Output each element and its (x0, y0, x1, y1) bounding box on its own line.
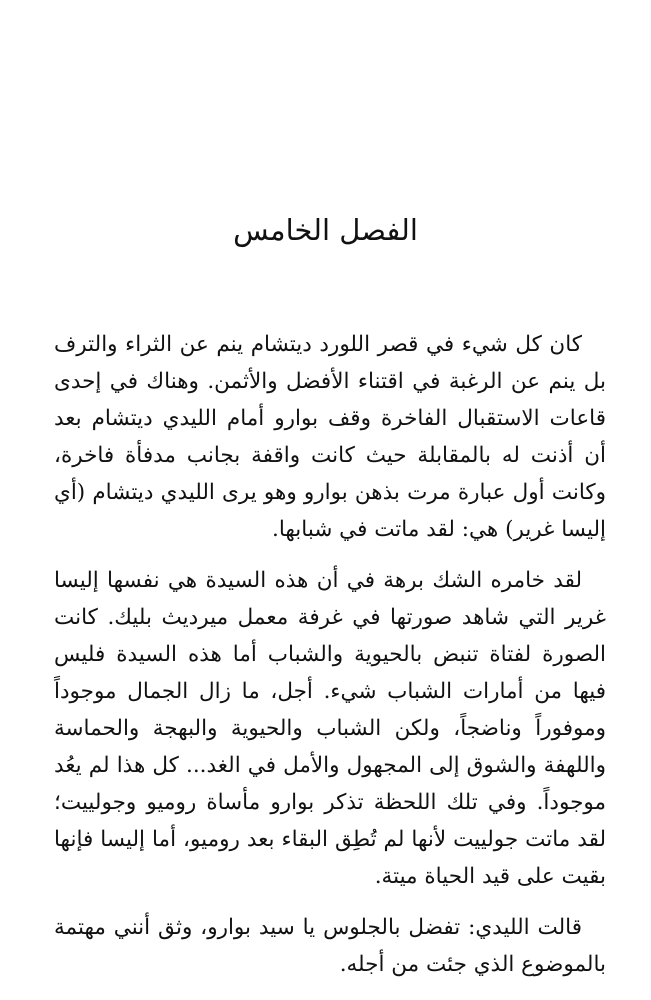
chapter-title: الفصل الخامس (233, 213, 418, 247)
paragraph-1: كان كل شيء في قصر اللورد ديتشام ينم عن الثراء والترف بل ينم عن الرغبة في اقتناء الأفضل والأثمن. وهناك في إحدى قاعات الاستقبال الفاخرة وقف بوارو أمام الليدي ديتشام بعد أن أذنت له بالمقابلة حيث كانت واقفة بجانب مدفأة فاخرة، وكانت أول عبارة مرت بذهن بوارو وهو يرى الليدي ديتشام (أي إليسا غرير) هي: لقد ماتت في شبابها. (54, 332, 606, 542)
chapter-body (54, 326, 606, 997)
paragraph-2: لقد خامره الشك برهة في أن هذه السيدة هي نفسها إليسا غرير التي شاهد صورتها في غرفة معمل ميرديث بليك. كانت الصورة لفتاة تنبض بالحيوية والشباب أما هذه السيدة فليس فيها من أمارات الشباب شيء. أجل، ما زال الجمال موجوداً وموفوراً وناضجاً، ولكن الشباب والحيوية والبهجة والحماسة واللهفة والشوق إلى المجهول والأمل في الغد... كل هذا لم يعُد موجوداً. وفي تلك اللحظة تذكر بوارو مأساة روميو وجولييت؛ لقد ماتت جولييت لأنها لم تُطِق البقاء بعد روميو، أما إليسا فإنها بقيت على قيد الحياة ميتة. (54, 568, 606, 889)
paragraph-3: قالت الليدي: تفضل بالجلوس يا سيد بوارو، وثق أنني مهتمة بالموضوع الذي جئت من أجله. (54, 915, 606, 977)
